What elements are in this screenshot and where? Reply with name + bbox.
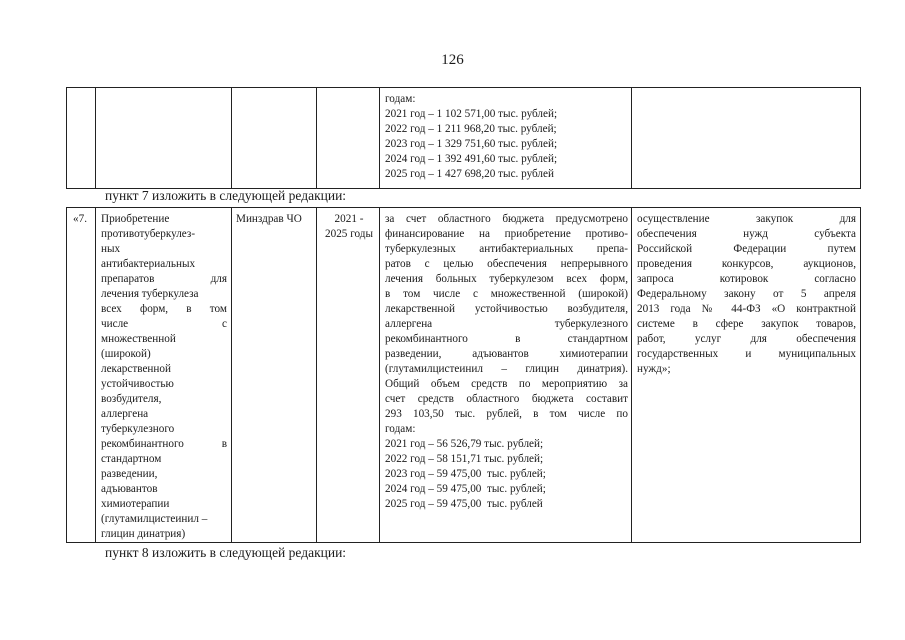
text-line: противотуберкулез- bbox=[101, 228, 196, 240]
table-border bbox=[66, 207, 67, 543]
table-border bbox=[66, 87, 67, 189]
text-line: устойчивостью bbox=[101, 378, 174, 390]
text-line: множественной bbox=[101, 333, 176, 345]
text-line: стандартном bbox=[101, 453, 162, 465]
text-line: (широкой) bbox=[101, 348, 151, 360]
text-line: химиотерапии bbox=[101, 498, 170, 510]
table-border bbox=[316, 87, 317, 189]
text-line: годам: bbox=[385, 423, 416, 435]
text-line: ных bbox=[101, 243, 121, 255]
text-line: Российской Федерации путем bbox=[637, 243, 856, 255]
text-line: лекарственной bbox=[101, 363, 171, 375]
text-line: запроса котировок согласно bbox=[637, 273, 856, 285]
table-border bbox=[379, 207, 380, 543]
text-line: 2025 год – 1 427 698,20 тыс. рублей bbox=[385, 168, 554, 180]
row-number: «7. bbox=[73, 213, 87, 225]
table-border bbox=[316, 207, 317, 543]
text-line: туберкулезных антибактериальных препа- bbox=[385, 243, 628, 255]
text-line: лекарственной устойчивостью возбудителя, bbox=[385, 303, 628, 315]
section-heading-7: пункт 7 изложить в следующей редакции: bbox=[105, 188, 347, 203]
table-border bbox=[231, 87, 232, 189]
text-line: рекомбинантного в стандартном bbox=[385, 333, 628, 345]
text-line: 2023 год – 59 475,00 тыс. рублей; bbox=[385, 468, 546, 480]
executor: Минздрав ЧО bbox=[236, 213, 302, 225]
table-border bbox=[66, 207, 861, 208]
text-line: рекомбинантного в bbox=[101, 438, 227, 450]
text-line: 2022 год – 58 151,71 тыс. рублей; bbox=[385, 453, 544, 465]
text-line: 293 103,50 тыс. рублей, в том числе по bbox=[385, 408, 628, 420]
text-line: счет средств областного бюджета составит bbox=[385, 393, 628, 405]
text-line: 2021 год – 56 526,79 тыс. рублей; bbox=[385, 438, 544, 450]
text-line: адъювантов bbox=[101, 483, 158, 495]
table-border bbox=[860, 207, 861, 543]
text-line: возбудителя, bbox=[101, 393, 162, 405]
text-line: всех форм, в том bbox=[101, 303, 227, 315]
text-line: аллергена bbox=[101, 408, 149, 420]
text-line: 2024 год – 59 475,00 тыс. рублей; bbox=[385, 483, 546, 495]
text-line: (глутамилцистеинил – глицин динатрия). bbox=[385, 363, 628, 375]
text-line: финансирование на приобретение противо- bbox=[385, 228, 628, 240]
text-line: лечения больных туберкулезом всех форм, bbox=[385, 273, 628, 285]
text-line: 2025 год – 59 475,00 тыс. рублей bbox=[385, 498, 543, 510]
top-row-funding bbox=[385, 92, 628, 182]
table-border bbox=[631, 87, 632, 189]
text-line: обеспечения нужд субъекта bbox=[637, 228, 856, 240]
text-line: 2024 год – 1 392 491,60 тыс. рублей; bbox=[385, 153, 558, 165]
table-border bbox=[631, 207, 632, 543]
text-line: аллергена туберкулезного bbox=[385, 318, 628, 330]
table-border bbox=[379, 87, 380, 189]
text-line: годам: bbox=[385, 93, 416, 105]
implementation-mechanism bbox=[637, 212, 856, 377]
text-line: в том числе с множественной (широкой) bbox=[385, 288, 628, 300]
text-line: туберкулезного bbox=[101, 423, 175, 435]
table-border bbox=[66, 87, 861, 88]
table-border bbox=[231, 207, 232, 543]
text-line: антибактериальных bbox=[101, 258, 196, 270]
text-line: 2021 год – 1 102 571,00 тыс. рублей; bbox=[385, 108, 558, 120]
text-line: государственных и муниципальных bbox=[637, 348, 856, 360]
text-line: числе с bbox=[101, 318, 227, 330]
text-line: Приобретение bbox=[101, 213, 170, 225]
text-line: лечения туберкулеза bbox=[101, 288, 199, 300]
table-border bbox=[66, 542, 861, 543]
text-line: Федеральному закону от 5 апреля bbox=[637, 288, 856, 300]
text-line: глицин динатрия) bbox=[101, 528, 186, 540]
text-line: 2021 - bbox=[334, 213, 364, 225]
text-line: препаратов для bbox=[101, 273, 227, 285]
text-line: за счет областного бюджета предусмотрено bbox=[385, 213, 628, 225]
text-line: проведения конкурсов, аукционов, bbox=[637, 258, 856, 270]
text-line: системе в сфере закупок товаров, bbox=[637, 318, 856, 330]
period bbox=[320, 212, 378, 242]
text-line: Общий объем средств по мероприятию за bbox=[385, 378, 628, 390]
text-line: работ, услуг для обеспечения bbox=[637, 333, 856, 345]
text-line: 2013 года № 44-ФЗ «О контрактной bbox=[637, 303, 856, 315]
page-number: 126 bbox=[441, 52, 464, 68]
table-border bbox=[95, 87, 96, 189]
text-line: разведении, адъювантов химиотерапии bbox=[385, 348, 628, 360]
text-line: осуществление закупок для bbox=[637, 213, 856, 225]
text-line: 2025 годы bbox=[325, 228, 373, 240]
text-line: нужд»; bbox=[637, 363, 671, 375]
measure-name bbox=[101, 212, 227, 542]
table-border bbox=[95, 207, 96, 543]
funding bbox=[385, 212, 628, 512]
table-border bbox=[860, 87, 861, 189]
section-heading-8: пункт 8 изложить в следующей редакции: bbox=[105, 545, 347, 560]
text-line: 2023 год – 1 329 751,60 тыс. рублей; bbox=[385, 138, 558, 150]
text-line: 2022 год – 1 211 968,20 тыс. рублей; bbox=[385, 123, 557, 135]
text-line: разведении, bbox=[101, 468, 158, 480]
text-line: (глутамилцистеинил – bbox=[101, 513, 208, 525]
text-line: ратов с целью обеспечения непрерывного bbox=[385, 258, 628, 270]
